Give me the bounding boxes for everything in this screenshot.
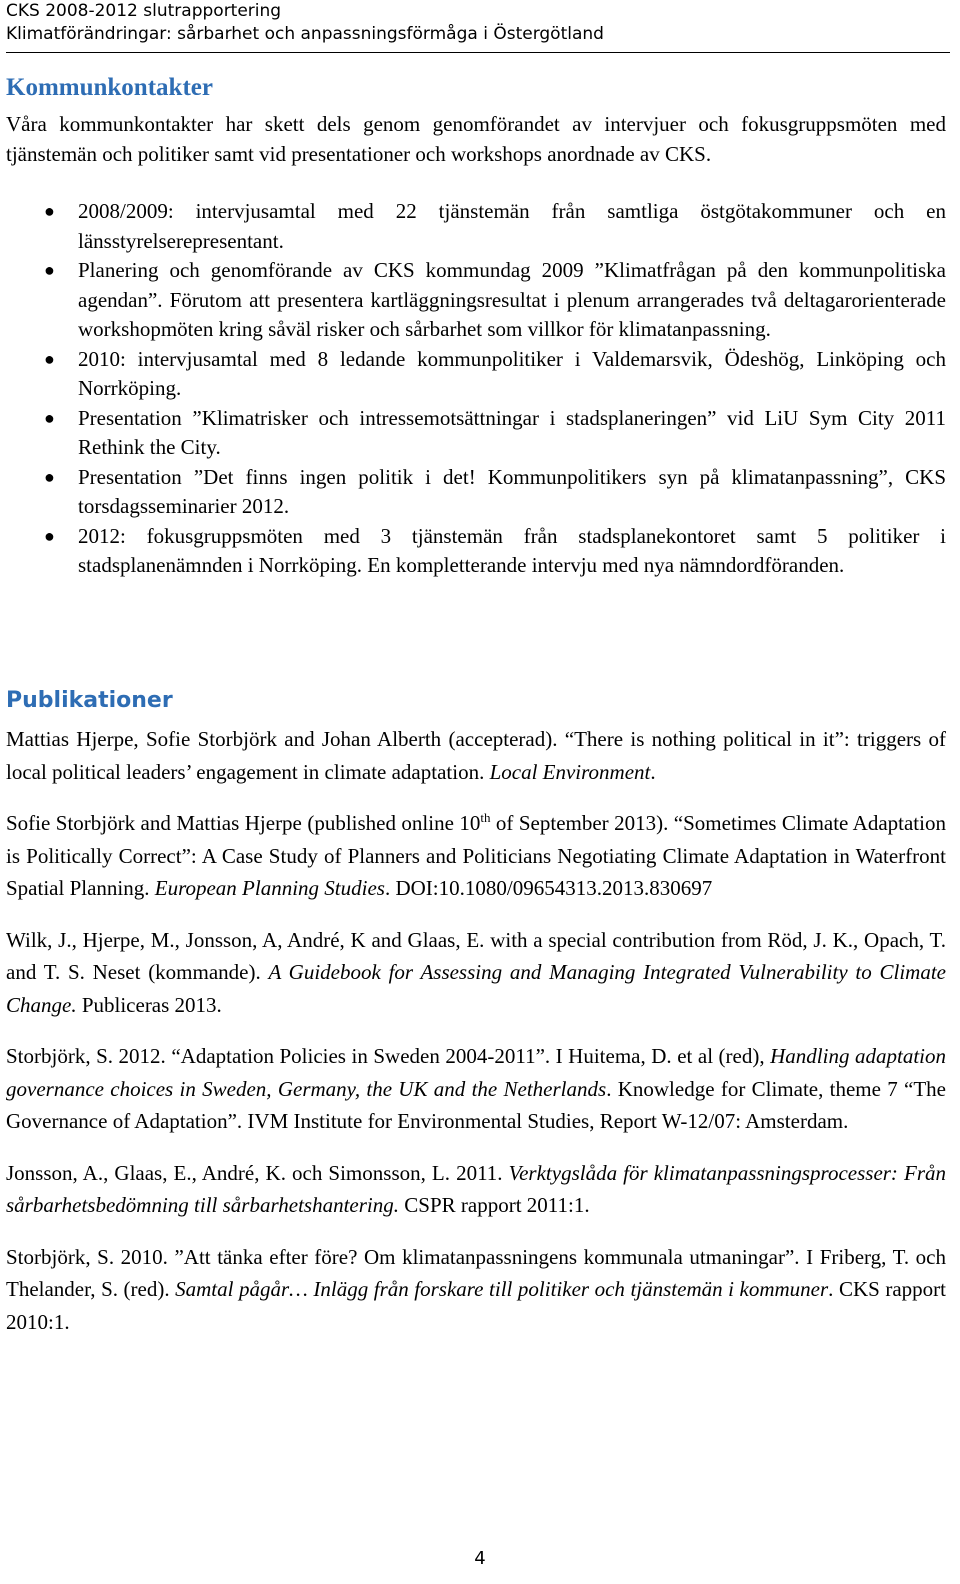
publication-list [6, 723, 946, 1357]
publication-text-end: Publiceras 2013. [76, 992, 222, 1017]
contact-list [6, 197, 946, 581]
list-item-text: 2010: intervjusamtal med 8 ledande kommunpolitiker i Valdemarsvik, Ödeshög, Linköping och Norrköping. [78, 346, 946, 400]
publication-venue: Samtal pågår… Inlägg från forskare till politiker och tjänstemän i kommuner [175, 1277, 829, 1301]
publication-text-cont: of September 2013). “Sometimes Climate Adaptation is Politically Correct”: A Case Study of Planners and Politicians Negotiating Climate Adaptation in Waterfront Spatial Planning. [6, 811, 946, 900]
list-item-text: 2012: fokusgruppsmöten med 3 tjänstemän från stadsplanekontoret samt 5 politiker i stadsplanenämnden i Norrköping. En kompletterande intervju med nya nämndordföranden. [78, 523, 946, 577]
publication-venue: Verktygslåda för klimatanpassningsprocesser: Från sårbarhetsbedömning till sårbarhetshantering. [6, 1160, 946, 1217]
publication-text-end: . Knowledge for Climate, theme 7 “The Governance of Adaptation”. IVM Institute for Environmental Studies, Report W-12/07: Amsterdam. [6, 1076, 947, 1133]
publication-text-end: . DOI:10.1080/09654313.2013.830697 [384, 876, 713, 900]
publication-text: Jonsson, A., Glaas, E., André, K. och Simonsson, L. 2011. [6, 1160, 509, 1185]
publication-text-end: . [650, 759, 656, 784]
bullet-icon: ● [44, 525, 55, 546]
list-item [6, 463, 946, 522]
list-item [6, 522, 946, 581]
publication-entry [6, 924, 946, 1022]
publication-venue: Local Environment [489, 759, 651, 784]
publication-entry [6, 1157, 946, 1222]
bullet-icon: ● [44, 348, 55, 369]
header-divider [6, 52, 950, 53]
list-item-text: Presentation ”Klimatrisker och intressemotsättningar i stadsplaneringen” vid LiU Sym City 2011 Rethink the City. [78, 405, 946, 459]
publication-venue: European Planning Studies [154, 876, 385, 900]
running-header [6, 0, 946, 46]
publication-venue: Handling adaptation governance choices in Sweden, Germany, the UK and the Netherlands [6, 1044, 947, 1101]
publication-text: Wilk, J., Hjerpe, M., Jonsson, A, André, K and Glaas, E. with a special contribution from Röd, J. K., Opach, T. and T. S. Neset (kommande). [6, 927, 946, 984]
publication-text: Mattias Hjerpe, Sofie Storbjörk and Johan Alberth (accepterad). “There is nothing political in it”: triggers of local political leaders’ engagement in climate adaptation. [6, 727, 946, 784]
section-heading-publikationer: Publikationer [6, 688, 173, 713]
intro-paragraph: Våra kommunkontakter har skett dels genom genomförandet av intervjuer och fokusgruppsmöten med tjänstemän och politiker samt vid presentationer och workshops anordnade av CKS. [6, 112, 946, 166]
bullet-icon: ● [44, 407, 55, 428]
publication-entry [6, 807, 946, 905]
list-item-text: Presentation ”Det finns ingen politik i det! Kommunpolitikers syn på klimatanpassning”, CKS torsdagsseminarier 2012. [78, 464, 946, 518]
publication-text: Storbjörk, S. 2010. ”Att tänka efter före? Om klimatanpassningens kommunala utmaningar”. I Friberg, T. och Thelander, S. (red). [6, 1244, 946, 1301]
publication-text: Sofie Storbjörk and Mattias Hjerpe (published online 10 [6, 811, 481, 835]
header-line-1: CKS 2008-2012 slutrapportering [6, 1, 282, 21]
publication-text-end: . CKS rapport 2010:1. [6, 1277, 946, 1334]
list-item-text: Planering och genomförande av CKS kommundag 2009 ”Klimatfrågan på den kommunpolitiska agendan”. Förutom att presentera kartläggningsresultat i plenum arrangerades två deltagarorienterade workshopmöten kring såväl risker och sårbarhet som villkor för klimatanpassning. [78, 258, 946, 341]
list-item [6, 197, 946, 256]
list-item [6, 345, 946, 404]
list-item [6, 404, 946, 463]
header-line-2: Klimatförändringar: sårbarhet och anpassningsförmåga i Östergötland [6, 24, 604, 44]
list-item [6, 256, 946, 345]
section-heading-kommunkontakter: Kommunkontakter [6, 74, 213, 101]
publication-text: Storbjörk, S. 2012. “Adaptation Policies in Sweden 2004-2011”. I Huitema, D. et al (red), [6, 1044, 771, 1068]
publication-entry [6, 1241, 946, 1339]
publication-entry [6, 723, 946, 788]
bullet-icon: ● [44, 466, 55, 487]
publication-text-end: CSPR rapport 2011:1. [399, 1193, 590, 1217]
bullet-icon: ● [44, 260, 55, 280]
list-item-text: 2008/2009: intervjusamtal med 22 tjänstemän från samtliga östgötakommuner och en länsstyrelserepresentant. [78, 199, 946, 253]
ordinal-superscript: th [480, 810, 491, 825]
page-number: 4 [474, 1548, 486, 1569]
publication-entry [6, 1040, 946, 1138]
publication-venue: A Guidebook for Assessing and Managing Integrated Vulnerability to Climate Change. [6, 960, 946, 1017]
bullet-icon: ● [44, 201, 55, 221]
